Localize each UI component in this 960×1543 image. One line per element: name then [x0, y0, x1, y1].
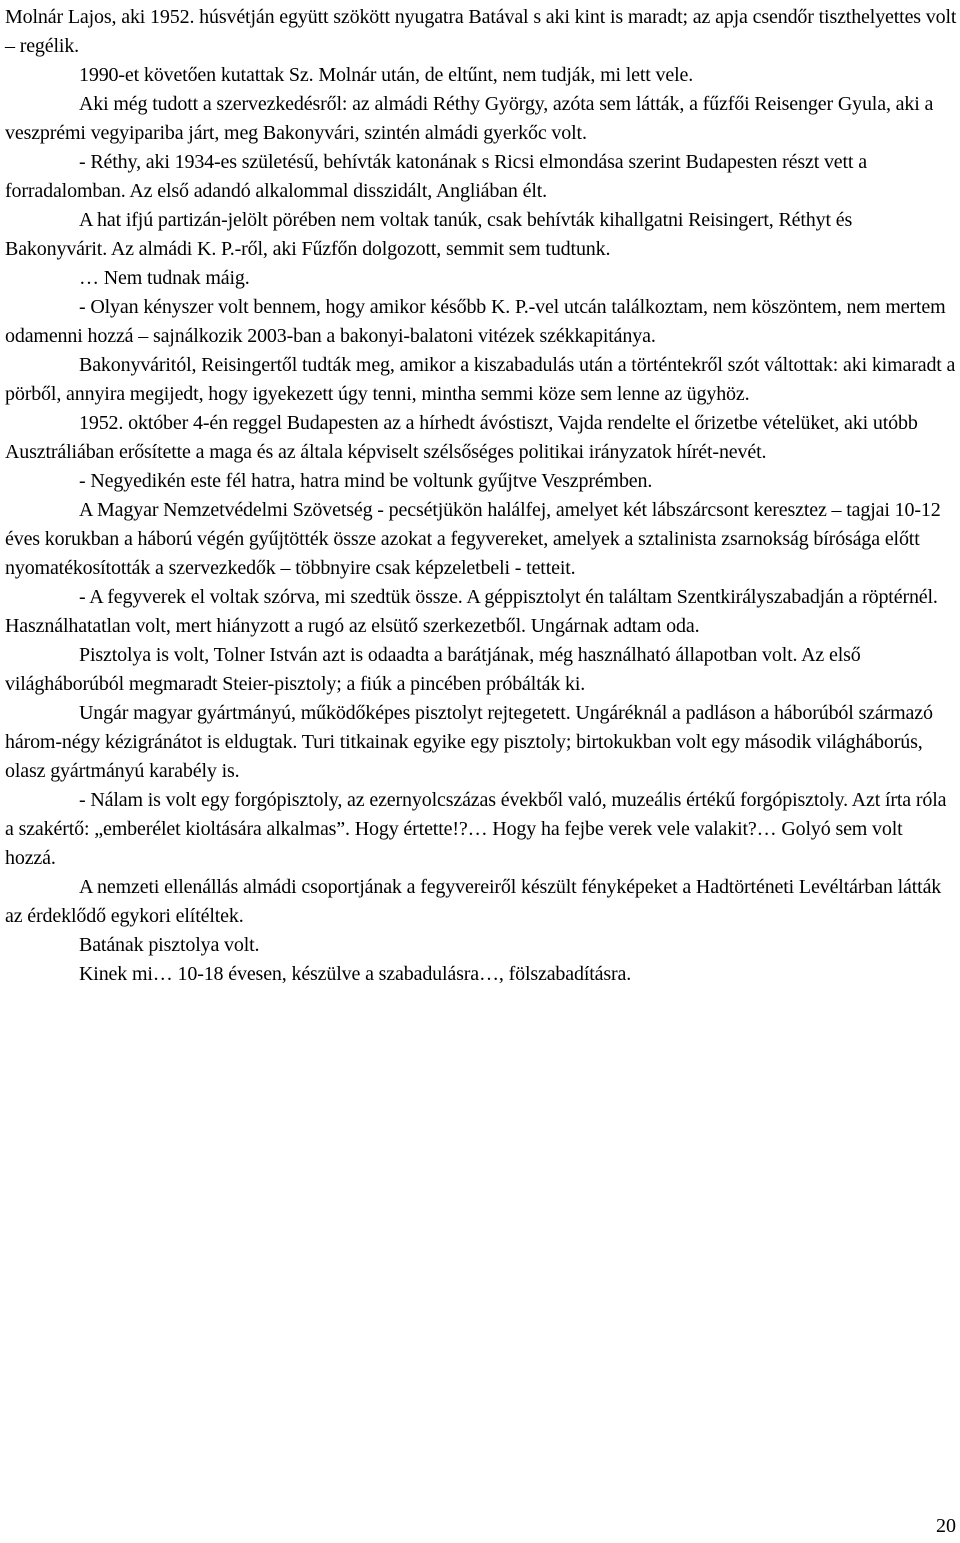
paragraph-13: Pisztolya is volt, Tolner István azt is odaadta a barátjának, még használható állapotban volt. Az első világháborúból megmaradt Steier-pisztoly; a fiúk a pincében próbálták ki.	[5, 644, 861, 695]
paragraph-5: A hat ifjú partizán-jelölt pörében nem voltak tanúk, csak behívták kihallgatni Reisingert, Réthyt és Bakonyvárit. Az almádi K. P.-ről, aki Fűzfőn dolgozott, semmit sem tudtunk.	[5, 209, 853, 260]
paragraph-16: A nemzeti ellenállás almádi csoportjának a fegyvereiről készült fényképeket a Hadtörténeti Levéltárban látták az érdeklődő egykori elítéltek.	[5, 876, 942, 927]
paragraph-1: Molnár Lajos, aki 1952. húsvétján együtt szökött nyugatra Batával s aki kint is maradt; az apja csendőr tiszthelyettes volt – regélik.	[5, 6, 957, 57]
paragraph-18: Kinek mi… 10-18 évesen, készülve a szabadulásra…, fölszabadításra.	[79, 963, 632, 985]
paragraph-2: 1990-et követően kutattak Sz. Molnár után, de eltűnt, nem tudják, mi lett vele.	[79, 64, 694, 86]
paragraph-7: - Olyan kényszer volt bennem, hogy amikor később K. P.-vel utcán találkoztam, nem köszöntem, nem mertem odamenni hozzá – sajnálkozik 2003-ban a bakonyi-balatoni vitézek székkapitánya.	[5, 296, 946, 347]
paragraph-9: 1952. október 4-én reggel Budapesten az a hírhedt ávóstiszt, Vajda rendelte el őrizetbe vételüket, aki utóbb Ausztráliában erősítette a maga és az általa képviselt szélsőséges politikai irányzatok hírét-nevét.	[5, 412, 918, 463]
paragraph-8: Bakonyváritól, Reisingertől tudták meg, amikor a kiszabadulás után a történtekről szót váltottak: aki kimaradt a pörből, annyira megijedt, hogy igyekezett úgy tenni, mintha semmi köze sem lenne az ügyhöz.	[5, 354, 956, 405]
paragraph-17: Batának pisztolya volt.	[79, 934, 260, 956]
paragraph-3: Aki még tudott a szervezkedésről: az almádi Réthy György, azóta sem látták, a fűzfői Reisenger Gyula, aki a veszprémi vegyipariba járt, meg Bakonyvári, szintén almádi gyerkőc volt.	[5, 93, 934, 144]
paragraph-6: … Nem tudnak máig.	[79, 267, 250, 289]
paragraph-14: Ungár magyar gyártmányú, működőképes pisztolyt rejtegetett. Ungáréknál a padláson a háborúból származó három-négy kézigránátot is eldugtak. Turi titkainak egyike egy pisztoly; birtokukban volt egy második világháborús, olasz gyártmányú karabély is.	[5, 702, 933, 782]
paragraph-11: A Magyar Nemzetvédelmi Szövetség - pecsétjükön halálfej, amelyet két lábszárcsont keresztez – tagjai 10-12 éves korukban a háború végén gyűjtötték össze azokat a fegyvereket, amelyek a sztalinista zsarnokság bírósága előtt nyomatékosították a szervezkedők – többnyire csak képzeletbeli - tetteit.	[5, 499, 941, 579]
paragraph-10: - Negyedikén este fél hatra, hatra mind be voltunk gyűjtve Veszprémben.	[79, 470, 653, 492]
paragraph-4: - Réthy, aki 1934-es születésű, behívták katonának s Ricsi elmondása szerint Budapesten részt vett a forradalomban. Az első adandó alkalommal disszidált, Angliában élt.	[5, 151, 867, 202]
paragraph-15: - Nálam is volt egy forgópisztoly, az ezernyolcszázas évekből való, muzeális értékű forgópisztoly. Azt írta róla a szakértő: „emberélet kioltására alkalmas”. Hogy értette!?… Hogy ha fejbe verek vele valakit?… Golyó sem volt hozzá.	[5, 789, 947, 869]
paragraph-12: - A fegyverek el voltak szórva, mi szedtük össze. A géppisztolyt én találtam Szentkirályszabadján a röptérnél. Használhatatlan volt, mert hiányzott a rugó az elsütő szerkezetből. Ungárnak adtam oda.	[5, 586, 938, 637]
document-body	[5, 3, 957, 989]
page-number: 20	[936, 1515, 956, 1537]
